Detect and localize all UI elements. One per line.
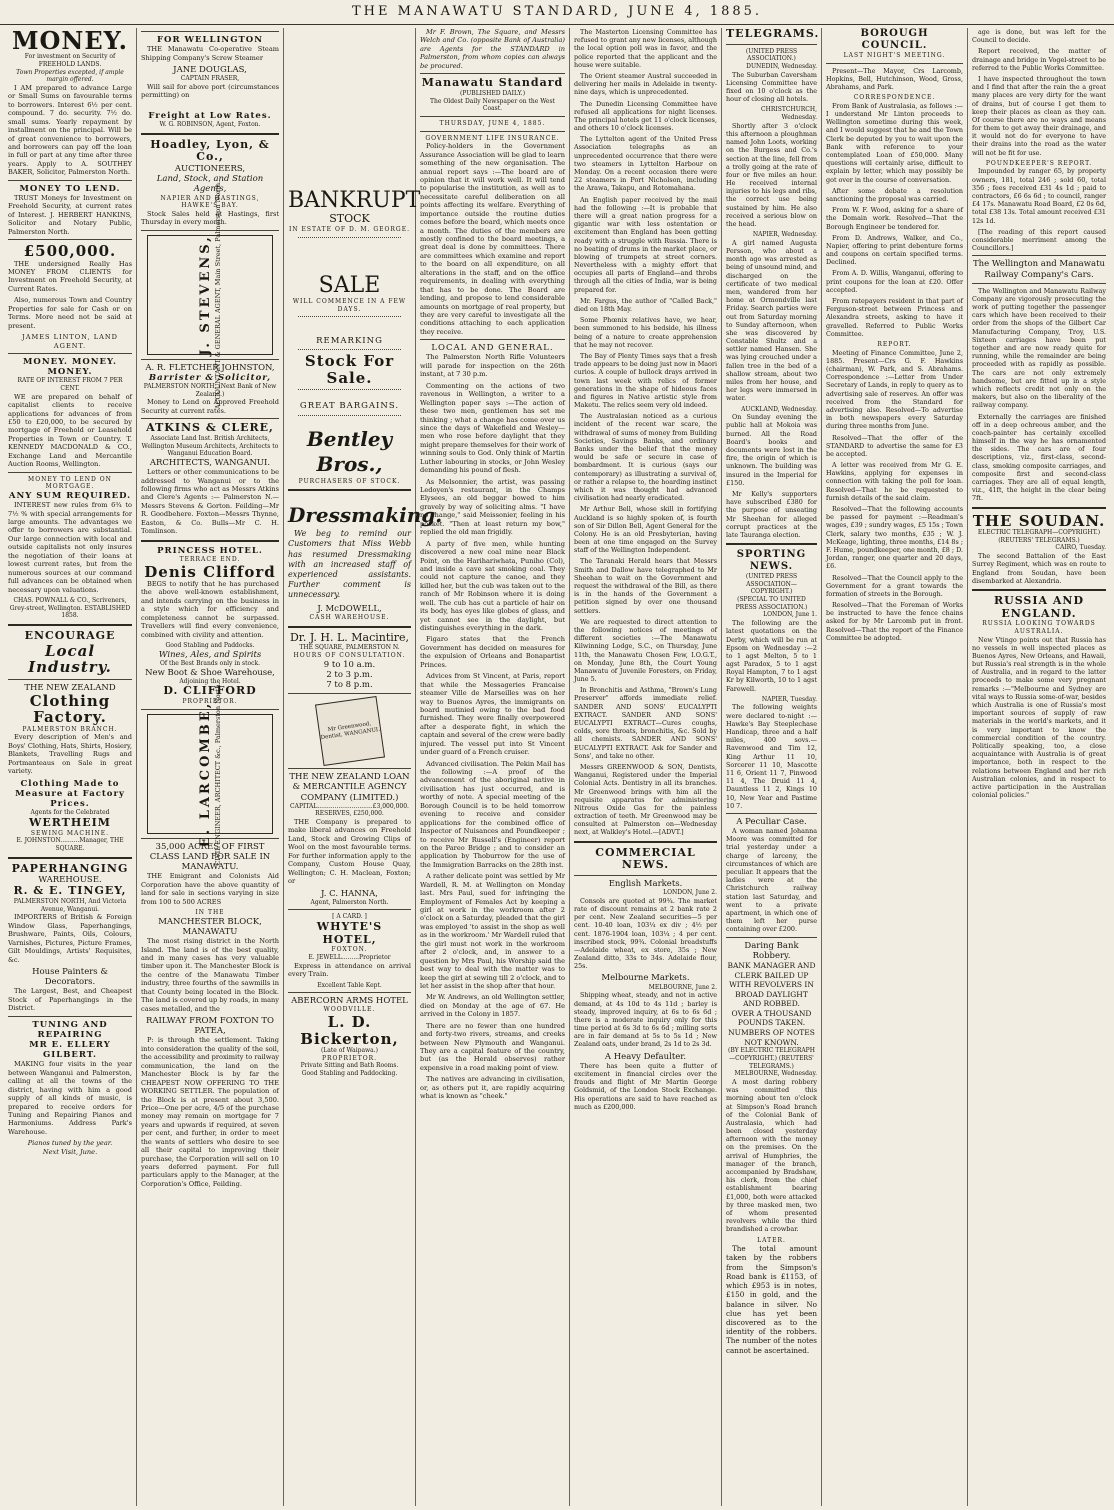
c5-p1: The Masterton Licensing Committee has refused to grant any new licenses, although the local option poll was in favor, and the police reported that the applicant and the house were suitable. — [574, 28, 717, 69]
corr-body3: From W. F. Wood, asking for a share of the Domain work. Resolved—That the Borough Engineer be tendered for. — [826, 206, 963, 231]
local-p11: The natives are advancing in civilisation, or, as others put it, are rapidly acquiring what is known as "cheek." — [420, 1075, 565, 1101]
stock: STOCK — [329, 212, 370, 226]
railway-body: P: is through the settlement. Taking into consideration the quality of the soil, the accessibility and proximity to railway communication, the land on the Manchester Block is by far the CHEAPEST NOW OFFERING TO THE WORKING SETTLER. The population of the Block is at present about 3,500. Price—One per acre, 4/5 of the purchase money may remain on mortgage for 7 years and upwards if required, at seven per cent, and further, in order to meet the wants of settlers who desire to see all their capital to improving their purchase, the Corporation will sell on 10 years deferred payment. For full particulars apply to the Manager, at the Corporation's Office, Feilding. — [141, 1036, 279, 1188]
corr-body5: From A. D. Willis, Wanganui, offering to print coupons for the loan at £20. Offer accepted. — [826, 269, 963, 294]
c8-p2: Report received, the matter of drainage and bridge in Vogel-street to be referred to the Public Works Committee. — [972, 47, 1106, 72]
freight: Freight at Low Rates. — [148, 110, 272, 121]
paperhanging: PAPERHANGING — [11, 861, 129, 875]
branch: PALMERSTON BRANCH. — [22, 725, 118, 733]
rate-body: WE are prepared on behalf of capitalist clients to receive applications for advances of from £50 to £20,000, to be secured by mortgage of Freehold or Leasehold Properties in Town or Country. T. KENNEDY MACDONALD & CO., Exchange Land and Mercantile Auction Rooms, Wellington. — [8, 392, 132, 469]
pianos: Pianos tuned by the year. — [27, 1139, 113, 1148]
report-body4: Resolved—That the following accounts be passed for payment :—Readman's wages, £39 ; sundry wages, £5 15s ; Town Clerk, salary two months, £35 ; W. J. McKeage, lighting, three months, £14 8s ; F. Hume, poundkeeper, one month, £8 ; D. Jordan, ranger, one quarter and 20 days, £6. — [826, 505, 963, 571]
brands: Of the Best Brands only in stock. — [159, 659, 261, 667]
nzloan: THE NEW ZEALAND LOAN & MERCANTILE AGENCY COMPANY (LIMITED.) — [289, 772, 410, 803]
clothing-factory: Clothing Factory. — [29, 691, 111, 727]
princess-hotel: PRINCESS HOTEL. — [157, 545, 263, 556]
fletcher: A. R. FLETCHER JOHNSTON, — [145, 362, 275, 373]
captain: CAPTAIN FRASER, — [180, 75, 240, 83]
bankrupt: BANKRUPT — [288, 188, 421, 213]
woodville: WOODVILLE. — [323, 1006, 376, 1014]
branch-body: Every description of Men's and Boys' Clothing, Hats, Shirts, Hosiery, Blankets, Travelling Rugs and Portmanteaus on Sale in great variety. — [8, 733, 132, 776]
atkins: ATKINS & CLERE, — [146, 421, 274, 435]
stock-sales: Stock Sales held at Hastings, first Thursday in every month. — [141, 209, 279, 227]
local-p10: There are no fewer than one hundred and forty-two rivers, streams, and creeks between New Plymouth and Wanganui. They are a capital feature of the country, but (as the Herald observes) rather expensive in a road making point of view. — [420, 1021, 565, 1072]
report-body3: A letter was received from Mr G. E. Hawkins, applying for expenses in connection with taking the poll for loan. Resolved—That he be requested to furnish details of the said claim. — [826, 461, 963, 502]
express: Express in attendance on arrival every Train. — [288, 961, 411, 979]
jane-douglas: JANE DOUGLAS, — [173, 65, 247, 76]
sail: Will sail for above port (circumstances permitting) on — [141, 82, 279, 100]
rate: RATE OF INTEREST FROM 7 PER CENT. — [17, 377, 123, 392]
column-5 — [570, 28, 722, 1506]
denis-clifford: Denis Clifford — [144, 562, 276, 581]
daring-sub: (BY ELECTRIC TELEGRAPH—COPYRIGHT.) (REUTERS' TELEGRAMS.) — [728, 1047, 815, 1070]
melb-body: Shipping wheat, steady, and not in active demand, at 4s 10d to 4s 11d ; barley is steady, improved inquiry, at 6s to 6s 6d ; there is a moderate inquiry only for this time period at 6s 3d to 6s 6d ; milling sorts are in fair demand at 5s to 5s 1d ; New Zealand oats, under brand, 2s 1d to 2s 3d. — [574, 991, 717, 1049]
russia-england: RUSSIA AND ENGLAND. — [993, 593, 1085, 620]
sporting-sub2: (SPECIAL TO UNITED PRESS ASSOCIATION.) — [735, 596, 808, 611]
tingey: R. & E. TINGEY, — [13, 884, 127, 898]
hanna-agent: Agent, Palmerston North. — [310, 898, 389, 906]
c5-ads: In Bronchitis and Asthma, "Brown's Lung Preserver" affords immediate relief. SANDER AND SONS' EUCALYPTI EXTRACT. SANDER AND SONS' EUCALYPTI EXTRACT—Cures coughs, colds, sore throats, bronchitis, &c. Sold by all chemists. SANDER AND SONS' EUCALYPTI EXTRACT. Ask for Sander and Sons', and take no other. — [574, 686, 717, 760]
cash-warehouse: CASH WAREHOUSE. — [309, 613, 390, 621]
hours-2: 2 to 3 p.m. — [326, 669, 373, 680]
foxton: FOXTON. — [331, 946, 368, 954]
english-markets: English Markets. — [608, 878, 683, 889]
late: (Late of Waipawa.) — [320, 1047, 379, 1055]
column-4 — [416, 28, 570, 1506]
telegrams: TELEGRAMS. — [726, 27, 820, 40]
agents: Agents for the Celebrated — [30, 809, 110, 817]
last-meeting: LAST NIGHT'S MEETING. — [843, 52, 946, 59]
stock-for-sale: Stock For Sale. — [304, 352, 395, 387]
russia-sub: RUSSIA LOOKING TOWARDS AUSTRALIA. — [982, 620, 1096, 635]
c5-p10: Mr Arthur Bell, whose skill in fortifying Auckland is so highly spoken of, is fourth son of Sir Dillon Bell, Agent General for the Colony. He is an old Presbyterian, having been at one time engaged on the Survey staff of the Wellington Independent. — [574, 505, 717, 555]
proprietor: PROPRIETOR. — [182, 698, 238, 706]
robinson: W. G. ROBINSON, Agent, Foxton. — [159, 120, 261, 128]
peculiar-body: A woman named Johanna Moore was committed for trial yesterday under a charge of larceny, the circumstances of which are peculiar. It appears that the ladies were at the Christchurch railway station last Saturday, and went to a private apartment, in which one of them left her purse containing over £200. — [726, 827, 817, 934]
oldest: The Oldest Daily Newspaper on the West Coast. — [430, 97, 555, 113]
macintire: Dr. J. H. L. Macintire, — [289, 630, 410, 644]
pound-body: Impounded by ranger 65, by property owners, 181, total 246 ; sold 60, total 356 ; fees received £31 4s 1d ; paid to contractors, £6 6s 6d ; to council, ranger £4 17s. Manawatu Road Board, £2 0s 6d, total £38 13s. Total amount received £31 12s 1d. — [972, 167, 1106, 225]
nzloan-body: THE Company is prepared to make liberal advances on Freehold Land, Stock and Growing Clips of Wool on the most favourable terms. For further information apply to the Company, Custom House Quay, Wellington; C. H. Maclean, Foxton; or — [288, 818, 411, 886]
local-p5: Figaro states that the French Government has decided on measures for the expulsion of Orleans and Bonapartist Princes. — [420, 635, 565, 669]
heavy-body: There has been quite a flutter of excitement in financial circles over the frauds and flight of Mr Martin George Goldsmid, of the London Stock Exchange. His operations are said to have reached as much as £200,000. — [574, 1061, 717, 1111]
sporting-body: The following are the latest quotations on the Derby, which will be run at Epsom on Wednesday :—2 to 1 agst Melton, 5 to 1 agst Paradox, 5 to 1 agst Royal Hampton, 7 to 1 agst Kr by Kilworth, 10 to 1 agst Farewell. — [726, 619, 817, 693]
dentist-stamp — [314, 696, 384, 766]
soudan: THE SOUDAN. — [972, 511, 1106, 530]
tingey-addr: PALMERSTON NORTH, And Victoria Avenue, Wanganui. — [13, 898, 127, 913]
daring-h3: NUMBERS OF NOTES NOT KNOWN. — [728, 1028, 815, 1047]
also: Also, numerous Town and Country Properties for sale for Cash or on Terms. More need not be said at present. — [8, 296, 132, 330]
column-7 — [822, 28, 968, 1506]
adjoining: Adjoining the Hotel. — [179, 677, 241, 685]
c5-p12: We are requested to direct attention to the following notices of meetings of different societies :—The Manawatu Kilwinning Lodge, S.C., on Thursday, June 11th, the Manawatu Chosen Few, I.O.G.T., on Monday, June 8th, the Court Young Manawatu of Juvenile Foresters, on Friday, June 5. — [574, 617, 717, 684]
soudan-sub: ELECTRIC TELEGRAPH—COPYRIGHT.) (REUTERS' TELEGRAMS.) — [977, 529, 1101, 544]
any-sum: ANY SUM REQUIRED. — [8, 490, 132, 501]
larcombe-title: E. LARCOMBE, — [197, 700, 213, 848]
money-title: MONEY. — [11, 26, 129, 55]
stevens-title: J. STEVENS, — [197, 233, 213, 356]
present: Present—The Mayor, Crs Larcomb, Hopkins, Bell, Hutchinson, Wood, Gross, Abrahams, and Park. — [826, 66, 963, 92]
atkins-body: Letters or other communications to be addressed to Wanganui or to the following firms who act as Messrs Atkins and Clere's Agents :— Palmerston N.—Messrs Stevens & Gorton. Feilding—Mr R. Goodbehere. Foxton—Messrs Thynne, Easton, & Co. Bulls—Mr C. H. Tomlinson. — [141, 468, 279, 536]
bentley-bros: Bentley Bros., — [306, 426, 393, 477]
will-commence: WILL COMMENCE IN A FEW DAYS. — [292, 297, 407, 313]
sporting-date: LONDON, June 1. — [763, 611, 817, 619]
pound-body2: [The reading of this report caused considerable merriment among the Councillors.] — [972, 227, 1106, 253]
corr-body2: After some debate a resolution sanctioning the proposal was carried. — [826, 186, 963, 203]
local-p9: Mr W. Andrews, an old Wellington settler, died on Monday at the age of 67. He arrived in the Colony in 1857. — [420, 993, 566, 1019]
d-clifford: D. CLIFFORD — [163, 684, 257, 698]
napier: NAPIER, Wednesday. — [752, 231, 817, 239]
later-body: The total amount taken by the robbers from the Simpson's Road bank is £1153, of which £953 is in notes, £150 in gold, and the balance in silver. No clue has yet been discovered as to the identity of the robbers. The number of the notes cannot be ascertained. — [726, 1244, 817, 1355]
private: Private Sitting and Bath Rooms. — [300, 1062, 399, 1070]
c5-p4: The Lyttelton agent of the United Press Association telegraphs as an unprecedented occurrence that there were two steamers in Lyttelton Harbour on Monday. On a recent occasion there were 22 steamers in Port Nicholson, including the Arawa, Takapu, and Rotomahana. — [574, 135, 717, 193]
c5-p11: The Taranaki Herald hears that Messrs Smith and Dallow have telegraphed to Mr Sheehan to wait on the Government and request the withdrawal of the Bill, as there is in the hands of the Government a petition signed by over one thousand settlers. — [574, 557, 717, 615]
c5-p5: An English paper received by the mail had the following :—It is probable that there will a great nation progress for a gigantic war with less ostentation or excitement than England has been getting ready with a struggle with Russia. There is no beating of drums in the market place, or blowing of trumpets at street corners. Nevertheless with a mighty effort that occupies all parts of England—and throbs through all the cities of India, war is being prepared for. — [574, 195, 717, 294]
russia-body: New Vtingo points out that Russia has no vessels in well inspected places as Buenos Ayres, New Orleans, and Hawaii, but Russia's real strength is in the whole of Australia, and in regard to the latter proceeds to make some very pregnant remarks :—"Melbourne and Sydney are vital ways to Russia some-of-war, besides which Australia is one of Russia's most important sources of supply of raw materials in the world's markets, and it is very important to know the commercial condition of the country. Politically speaking, too, a close acquaintance with Australia is of great importance, both in respect to the relations between England and her rich Australian colonies, and in respect to active participation in the Australian colonial policies." — [972, 635, 1106, 800]
column-1 — [4, 28, 137, 1506]
issue-date: THURSDAY, JUNE 4, 1885. — [439, 119, 546, 127]
acres: 35,000 ACRES OF FIRST CLASS LAND FOR SALE IN MANAWATU. — [149, 841, 271, 873]
terrace: TERRACE END. — [179, 555, 241, 563]
next-visit: Next Visit, June. — [42, 1147, 98, 1156]
poundkeeper: POUNDKEEPER'S REPORT. — [985, 159, 1093, 167]
capital: CAPITAL.............................£3,000,000. — [290, 802, 409, 810]
c5-p6: Mr. Fargus, the author of "Called Back," died on 18th May. — [574, 296, 717, 313]
soudan-date: CAIRO, Tuesday. — [1055, 544, 1106, 552]
chch-body: Shortly after 3 o'clock this afternoon a ploughman named John Loots, working on the Burgess and Co.'s section at the line, fell from a trolly going at the rate of four or five miles an hour. He received internal injuries to his legs and ribs, the correct use being sustained by him. He also received a serious blow on the head. — [726, 121, 817, 228]
big-money: £500,000. — [23, 242, 117, 261]
prop: PROPRIETOR. — [321, 1054, 378, 1062]
column-2 — [137, 28, 284, 1506]
c5-p3: The Dunedin Licensing Committee have refused all applications for night licenses. The principal hotels get 11 o'clock licenses, and others 10 o'clock licenses. — [574, 99, 717, 133]
architects: ARCHITECTS, WANGANUI. — [149, 457, 271, 468]
melbourne-markets: Melbourne Markets. — [601, 973, 690, 984]
soudan-body: The second Battalion of the East Surrey Regiment, which was en route to England from Soudan, have been disembarked at Alexandria. — [972, 552, 1106, 585]
in-the: IN THE — [195, 909, 225, 917]
column-3 — [284, 28, 443, 1506]
local-p3: As Melsonnier, the artist, was passing Ledoyen's restaurant, in the Champs Elysees, an old beggar bowed to him gravely by way of soliciting alms. "I have no change," said Meissonier, feeling in his pocket. "Then at least return my bow," replied the old man frigidly. — [420, 477, 565, 537]
daring: Daring Bank Robbery. — [744, 940, 799, 961]
largest: The Largest, Best, and Cheapest Stock of Paperhangings in the District. — [8, 987, 132, 1013]
later: LATER. — [757, 1236, 786, 1244]
stabling: Good Stabling and Paddocks. — [165, 642, 255, 650]
sporting-sub: (UNITED PRESS ASSOCIATION—COPYRIGHT.) — [745, 573, 798, 596]
gov-title: GOVERNMENT LIFE INSURANCE. — [425, 134, 560, 142]
gilbert-body: MAKING four visits in the year between Wanganui and Palmerston, calling at all the towns of the district, having with him a good supply of all kinds of music, is prepared to receive orders for Tuning and Repairing Pianos and Harmoniums. Address Park's Warehouse. — [8, 1060, 132, 1136]
published: (PUBLISHED DAILY.) — [459, 89, 526, 97]
local-title: LOCAL AND GENERAL. — [431, 343, 554, 354]
great-bargains: GREAT BARGAINS. — [299, 401, 400, 412]
column-6 — [722, 28, 822, 1506]
napier2: NAPIER, Tuesday. — [761, 695, 817, 703]
stamp-text: Mr Greenwood, Dentist, WANGANUI. — [319, 721, 380, 742]
abercorn: ABERCORN ARMS HOTEL — [291, 996, 408, 1007]
c5-p8: The Bay of Plenty Times says that a fresh trade appears to be doing just now in Maori curios. A couple of bullock drays arrived in town last week with relics of former generations in the shape of hideous faces and figures in Native artistic style from Maketu. The relics seem very old indeed. — [574, 351, 717, 410]
whytes-hotel: WHYTE'S HOTEL, — [316, 920, 383, 946]
estate: IN ESTATE OF D. M. GEORGE. — [288, 225, 411, 233]
manchester-block: MANCHESTER BLOCK, MANAWATU — [158, 916, 262, 937]
dress-body: We beg to remind our Customers that Miss Webb has resumed Dressmaking with an increased staff of experienced assistants. Further comment is unnecessary. — [288, 529, 411, 600]
daring-h: BANK MANAGER AND CLERK BAILED UP WITH REVOLVERS IN BROAD DAYLIGHT AND ROBBED. — [727, 960, 816, 1009]
any-body: INTEREST new rules from 6¾ to 7½ % with special arrangements for large amounts. The advantages we offer to borrowers are substantial. Our large connection with local and outside capitalists not only insures the negotiation of their loans at lowest current rates, but from the numerous sources at our command full advances can be obtained when necessary upon valuations. — [8, 501, 132, 594]
hoadley: Hoadley, Lyon, & Co., — [150, 137, 270, 164]
tuning: TUNING AND REPAIRING — [32, 1019, 108, 1040]
wines: Wines, Ales, and Spirits — [158, 649, 262, 660]
report-body6: Resolved—That the Foreman of Works be instructed to have the fence chains asked for by Mr Larcomb put in front. Resolved—That the report of the Finance Committee be adopted. — [826, 601, 963, 642]
acres-body: THE Emigrant and Colonists Aid Corporation have the above quantity of land for sale in sections varying in size from 100 to 500 ACRES — [141, 872, 279, 906]
remarking: REMARKING — [316, 336, 383, 347]
corr-body6: From ratepayers resident in that part of Ferguson-street between Princess and Alexandra streets, asking to have it gravelled. Referred to Public Works Committee. — [826, 297, 963, 338]
c5-greenwood: Messrs GREENWOOD & SON, Dentists, Wanganui, Registered under the Imperial Colonial Acts. Dentistry in all its branches. Mr Greenwood brings with him all the requisite apparatus for administering Nitrous Oxide Gas for the painless extraction of teeth. Mr Greenwood may be consulted at Palmerston on—Wednesday next, at Walkley's Hotel.—[ADVT.] — [574, 762, 717, 837]
hours: HOURS OF CONSULTATION. — [293, 651, 406, 659]
fletcher-money: Money to Lend on Approved Freehold Security at current rates. — [141, 398, 279, 415]
daring-body: A most daring robbery was committed this morning about ten o'clock at Simpson's Road branch of the Colonial Bank of Australasia, which had been closed yesterday afternoon with the money on the premises. On the arrival of Humphries, the manager of the branch, accompanied by Bradshaw, his clerk, from the chief establishment bearing £1,000, both were attacked by three masked men, two of whom presented revolvers while the third brandished a crowbar. — [726, 1077, 817, 1234]
undersigned: THE undersigned Really Has MONEY FROM CLIENTS for Investment on Freehold Security, at Current Rates. — [8, 259, 132, 293]
dunedin-body: The Suburban Caversham Licensing Committee have fixed on 10 o'clock as the hour of closing all hotels. — [726, 70, 817, 104]
local-p1: The Palmerston North Rifle Volunteers will parade for inspection on the 26th instant, at 7 30 p.m. — [420, 353, 565, 379]
purchasers: PURCHASERS OF STOCK. — [298, 477, 401, 485]
upa: (UNITED PRESS ASSOCIATION.) — [745, 47, 798, 63]
hours-1: 9 to 10 a.m. — [323, 659, 376, 670]
heavy-defaulter: A Heavy Defaulter. — [604, 1051, 687, 1062]
pownall: CHAS. POWNALL & CO., Scriveners, Grey-street, Wellington. ESTABLISHED 1858. — [9, 596, 131, 620]
chch: CHRISTCHURCH, Wednesday. — [761, 106, 817, 122]
daring-date: MELBOURNE, Wednesday. — [734, 1070, 817, 1078]
auckland-body: On Sunday evening the public hall at Mokoia was burned. All the Road Board's books and documents were lost in the fire, the origin of which is unknown. The building was insured in the Imperial for £150. — [726, 413, 817, 487]
london-body: Consols are quoted at 99¾. The market rate of discount remains at 2 bank rate 2 per cent. New Zealand securities—5 per cent. 10-40 loan, 103¼ ex div ; 4½ per cent. 1876-1904 loan, 103¼ ; 4 per cent. inscribed stock, 99¾. Colonial breadstuffs—Adelaide wheat, ex store, 35s ; New Zealand ditto, 33s to 34s. Adelaide flour, 25s. — [574, 896, 717, 971]
auckland: AUCKLAND, Wednesday. — [741, 405, 817, 413]
melb-date: MELBOURNE, June 2. — [648, 983, 717, 991]
tingey-body: IMPORTERS of British & Foreign Window Glass, Paperhangings, Brushware, Paints, Oils, Colours, Varnishes, Pictures, Picture Frames, Gilt Mouldings, Artists' Requisites, &c. — [8, 913, 132, 964]
railway-body: The Wellington and Manawatu Railway Company are vigorously prosecuting the work of putting together the passenger cars which have been received to their order from the shops of the Gilbert Car Manufacturing Company, Troy, U.S. Sixteen carriages have been put together and are now ready quite for running, while the remainder are being proceeded with as rapidly as possible. The cars are not only extremely handsome, but are fitted up in a style which reflects credit not only on the makers, but also on the liberality of the railway company. — [972, 286, 1106, 410]
barrister: Barrister & Solicitor, — [148, 372, 272, 383]
larcombe-sub: CIVIL ENGINEER, ARCHITECT &c., Palmerston North. — [214, 682, 223, 866]
railway-cars: The Wellington and Manawatu Railway Company's Cars. — [973, 259, 1105, 280]
c5-p9: The Australasian noticed as a curious incident of the recent war scare, the withdrawal of sums of money from Building Societies, Savings Banks, and ordinary Banks under the belief that the money would be safe or secure in case of bombardment. It is curious (says our contemporary) as illustrating a survival of, or rather a relapse to, the hoarding instinct which it was thought had advanced civilisation had nearly eradicated. — [574, 412, 717, 503]
stevens-sub: ACCOUNTANT & GENERAL AGENT, Main Street, Palmerston North. — [214, 180, 223, 409]
nz-title: THE NEW ZEALAND — [24, 682, 116, 693]
masthead: THE MANAWATU STANDARD, JUNE 4, 1885. — [0, 0, 1114, 25]
napier-hastings: NAPIER AND HASTINGS, HAWKE'S BAY. — [160, 194, 260, 210]
daring-h2: OVER A THOUSAND POUNDS TAKEN. — [731, 1008, 812, 1028]
johnston: E. JOHNSTON..........Manager, THE SQUARE. — [16, 837, 124, 852]
coop: THE Manawatu Co-operative Steam Shipping Company's Screw Steamer — [141, 45, 279, 62]
commercial-news: COMMERCIAL NEWS. — [595, 845, 696, 872]
borough-council: BOROUGH COUNCIL. — [860, 28, 929, 51]
report-body5: Resolved—That the Council apply to the Government for a grant towards the formation of streets in the Borough. — [826, 573, 963, 598]
auckland-body2: Mr Kelly's supporters have subscribed £380 for the purpose of unseating Mr Sheehan for alleged corrupt practices at the late Tauranga election. — [726, 489, 817, 539]
card: [ A CARD. ] — [332, 913, 367, 921]
money-body: I AM prepared to advance Large or Small Sums on favourable terms to borrowers. Interest 6½ per cent. compound. 7 do. security. 7½ do. small sums. Yearly repayment by installment on the principal. Will be of great convenience to borrowers, and borrowers can pay off the loan in full or part at any time after three years. Apply to A. SOUTHEY BAKER, Solicitor, Palmerston North. — [8, 83, 132, 177]
railway-title: RAILWAY FROM FOXTON TO PATEA, — [145, 1016, 275, 1037]
mcdowell: J. McDOWELL, — [317, 603, 382, 614]
hours-3: 7 to 8 p.m. — [326, 679, 373, 690]
report: REPORT. — [877, 340, 912, 348]
gov-p1: Policy-holders in the Government Assurance Association will be glad to learn something of the new organisation. The annual report says :—The board are of opinion that it will work well. It will tend to popularise the institution, as well as to necessitate careful deliberation on all points affecting its welfare. Everything of importance outside the routine duties comes before the board, which meets once a month. The duties of the members are mostly confined to the board meetings, a great deal is done by committees. There are committees which examine and report to the board on all expenditure, on all alterations in the staff, and on the office requirements, in dealing with everything that has to be done. The Board are lending, and propose to lend considerable amounts on mortgage of real property, but they are very careful to investigate all the conditions attaching to each application they receive. — [420, 142, 565, 336]
corr-body4: From D. Andrews, Walker, and Co., Napier, offering to print debenture forms and coupons on certain specified terms. Declined. — [826, 233, 963, 267]
auctioneers: AUCTIONEERS, — [174, 163, 246, 174]
report-body: Meeting of Finance Committee, June 2, 1885. Present—Crs G. F. Hawkins (chairman), W. Park, and S. Abrahams. Correspondence :—Letter from Under Secretary of Lands, in reply to query as to advertising sale of reserves. An offer was received from the Standard for advertising also. Resolved—To advertise in both newspapers every Saturday during three months from June. — [826, 348, 963, 431]
standard-flag: Manawatu Standard — [421, 76, 564, 90]
fletcher-addr: PALMERSTON NORTH, (Next Bank of New Zealand.) — [143, 383, 277, 398]
linton: JAMES LINTON, LAND AGENT. — [22, 333, 118, 350]
columns — [4, 28, 1110, 1506]
napier2-body: The following weights were declared to-night :—Hawke's Bay Steeplechase Handicap, three and a half miles, 400 sovs.—Ravenwood and Tim 12, King Arthur 11 10, Sorcerer 11 10, Mascotte 11 6, Orient 11 7, Pinwood 11 4, The Druid 11 4, Dauntless 11 2, Kings 10 10, New Year and Pastime 10 7. — [726, 703, 817, 810]
bickerton: L. D. Bickerton, — [300, 1013, 399, 1048]
denis-body: BEGS to notify that he has purchased the above well-known establishment, and intends carrying on the business in a style which for efficiency and completeness cannot be surpassed. Travellers will find every convenience, combined with civility and attention. — [141, 580, 279, 639]
c5-p7: Some Phœnix relatives have, we hear, been summoned to his bedside, his illness being of a nature to create apprehension that he may not recover. — [574, 316, 717, 349]
good-stabling: Good Stabling and Paddocking. — [301, 1070, 398, 1078]
sale: SALE — [318, 272, 381, 298]
sporting-news: SPORTING NEWS. — [736, 549, 807, 573]
report-body2: Resolved—That the offer of the STANDARD to advertise the same for £3 be accepted. — [826, 433, 963, 458]
dressmaking: Dressmaking. — [288, 503, 443, 528]
land-agents: Land, Stock, and Station Agents, — [156, 174, 264, 195]
money3: MONEY. MONEY. MONEY. — [23, 356, 117, 378]
local-p4: A party of five men, while hunting discovered a new coal mine near Black Point, on the Harihariwhata, Puniho (Col), and inside a cave sat smoking coal. They could not capture the canoe, and they killed her, but the cub was taken out to the ranch of Mr Robinson where it is doing well. The cub has cut a particle of hair on its body, has eyes like globes of glass, and yet cannot see in the daylight, but distinguishes everything in the dark. — [420, 539, 565, 632]
jewell: E. JEWELL.........Proprietor — [308, 954, 391, 962]
encourage: ENCOURAGE — [24, 628, 116, 642]
napier-body: A girl named Augusta Persson, who about a month ago was arrested as being of unsound mind, and discharged on the certificate of two medical men, wandered from her home at Ormondville last Friday. Search parties were out from Saturday morning to Sunday afternoon, when she was discovered by Constable Shultz and a settler named Hansen. She was lying crouched under a fallen tree in the bed of a shallow stream, about two miles from her house, and her legs were immersed in water. — [726, 238, 817, 403]
local-p7: Advanced civilisation. The Pekin Mail has the following :—A proof of the advancement of the aboriginal native in civilisation has just occurred, and is worthy of note. A special meeting of the Borough Council is to be held tomorrow evening to receive and consider applications for the combined office of Inspector of Nuisances and Poundkeeper ; to receive Mr Russell's (Engineer) report on the Pareo Bridge ; and to consider an application by Thoburrow for the use of the Immigration Barracks on the 28th inst. — [420, 759, 565, 869]
money-lend-title: MONEY TO LEND. — [19, 183, 121, 194]
warehouse: WAREHOUSE. — [38, 875, 102, 886]
money-sub: For investment on Security of FREEHOLD LANDS. — [24, 53, 116, 68]
correspondence: CORRESPONDENCE. — [853, 94, 936, 102]
c8-p1: age is done, but was left for the Council to decide. — [972, 28, 1106, 45]
sewing: SEWING MACHINE. — [30, 829, 110, 837]
column-8 — [968, 28, 1110, 1506]
wertheim: WERTHEIM — [29, 815, 111, 829]
square: THE SQUARE, PALMERSTON N. — [299, 644, 400, 652]
clothing-made: Clothing Made to Measure at Factory Prices. — [15, 778, 125, 810]
money-sub2: Town Properties excepted, if ample margin offered. — [16, 68, 124, 84]
hanna: J. C. HANNA, — [320, 888, 379, 899]
block-body: The most rising district in the North Island. The land is of the best quality, and in many cases has very valuable timber upon it. The Manchester Block is the centre of the Manawatu Timber industry, three fourths of the sawmills in that County being located in the Block. The land is covered up by roads, in many cases metalled, and the — [141, 937, 279, 1013]
peculiar-case: A Peculiar Case. — [736, 816, 807, 827]
railway-body2: Externally the carriages are finished off in a deep ochreous amber, and the coach-painter has certainly excelled himself in the way he has ornamented the sides. The cars are of four descriptions, viz., first-class, second-class, smoking composite carriages, and composite first and second-class carriages. They are all of equal length, viz., 41ft, the height in the clear being 7ft. — [972, 412, 1106, 503]
london-date: LONDON, June 2. — [663, 889, 717, 897]
money-lend-body: TRUST Moneys for Investment on Freehold Security, at current rates of Interest. J. HERBERT HANKINS, Solicitor and Notary Public, Palmerston North. — [8, 193, 132, 236]
house-painters: House Painters & Decorators. — [32, 966, 108, 988]
agents-intro: Mr F. Brown, The Square, and Messrs Welch and Co. (opposite Bank of Australia) are Agents for the STANDARD in Palmerston, from whom copies can always be procured. — [420, 28, 565, 70]
local-p6: Advices from St Vincent, at Paris, report that while the Messageries Francaise steamer Ville de Marseilles was on her way to Buenos Ayres, the immigrants on board mutinied owing to the bad food furnished. They were finally overpowered after a desperate fight, in which the captain and several of the crew were badly injured. The vessel put into St Vincent under guard of a French cruiser. — [420, 672, 565, 757]
dunedin: DUNEDIN, Wednesday. — [746, 62, 817, 70]
local-industry: Local Industry. — [28, 641, 112, 677]
corr-body: From Bank of Australasia, as follows :—I understand Mr Linton proceeds to Wellington sometime during this week, and I would suggest that he and the Town Clerk be deputed by you to wait upon the Bank with reference to your contemplated Loan of £50,000. Many questions will certainly arise, difficult to explain by letter, which may possibly be got over in the course of conversation. — [826, 101, 963, 184]
table: Excellent Table Kept. — [317, 981, 382, 989]
c8-p3: I have inspected throughout the town and I find that after the rain the a great many places are very dirty for the want of drains, but of course I get them to keep their places as clean as they can. Of course there are no ways and means for them to get away their drainage, and it would not do for everyone to have their drains into the road as the water will not be fit for use. — [972, 74, 1106, 157]
boot-warehouse: New Boot & Shoe Warehouse, — [145, 667, 275, 678]
c5-p2: The Orient steamer Austral succeeded in delivering her mails in Adelaide in twenty-nine days, which is unprecedented. — [574, 71, 717, 97]
reserves: RESERVES, £250,000. — [315, 810, 384, 818]
atkins-sub: Associate Land Inst. British Architects, Wellington Museum Architects, Architects to Wanganui Education Board. — [141, 434, 279, 458]
mortgage: MONEY TO LEND ON MORTGAGE. — [28, 475, 112, 491]
local-p8: A rather delicate point was settled by Mr Wardell, R. M. at Wellington on Monday last. Mrs Paul, sued for infringing the Employment of Females Act by keeping a girl at work in the workroom after 2 o'clock on a Saturday, pleaded that the girl was employed 'to assist in the shop as well as in the workroom.' Mr Wardell ruled that the girl must not work in the workroom after 2 o'clock, and, in answer to a question by Mrs Paul, his Worship said the best way to deal with the matter was to keep the girl at sewing till 2 o'clock, and to let her assist in the shop after that hour. — [420, 872, 565, 990]
local-p2: Commenting on the actions of two ravenous in Wellington, a writer to a Wellington paper says :—The action of these two men, gentlemen has set me thinking ; what a change has come over us since the days of Wakefield and Wesley—men who rose before daylight that they might prepare themselves for their work of winning souls to God. Only think of Martin Luther labouring in stocks, or John Wesley demanding his pound of flesh. — [420, 381, 565, 475]
gilbert: MR E. ELLERY GILBERT. — [29, 1040, 111, 1061]
wellington-title: FOR WELLINGTON — [157, 35, 263, 45]
